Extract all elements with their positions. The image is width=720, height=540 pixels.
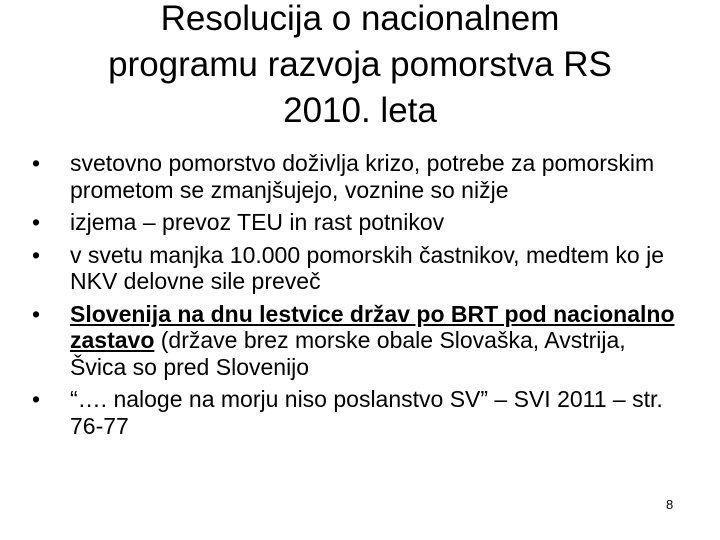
- title-line-2: programu razvoja pomorstva RS: [108, 45, 612, 84]
- bullet-text: (države brez morske obale Slovaška, Avstrija, Švica so pred Slovenijo: [70, 327, 626, 380]
- title-line-1: Resolucija o nacionalnem: [160, 0, 560, 38]
- bullet-item: [26, 242, 686, 295]
- bullet-item: [26, 386, 686, 439]
- bullet-text: v svetu manjka 10.000 pomorskih častnikov, medtem ko je NKV delovne sile preveč: [70, 241, 665, 294]
- bullet-marker: •: [31, 241, 41, 268]
- bullet-marker: •: [31, 150, 41, 176]
- bullet-item: [26, 301, 686, 381]
- bullet-marker: •: [31, 386, 41, 412]
- bullet-item: [26, 209, 686, 236]
- page-number: 8: [666, 497, 674, 512]
- slide-title: [20, 0, 700, 134]
- bullet-emphasis: Slovenija na dnu lestvice držav po BRT pod nacionalno zastavo: [70, 300, 675, 353]
- bullet-text: izjema – prevoz TEU in rast potnikov: [70, 209, 445, 235]
- bullet-item: [26, 150, 686, 203]
- bullet-list: [26, 150, 686, 445]
- bullet-text: svetovno pomorstvo doživlja krizo, potrebe za pomorskim prometom se zmanjšujejo, voznine so nižje: [70, 150, 655, 203]
- bullet-marker: •: [31, 300, 41, 327]
- bullet-text: “…. naloge na morju niso poslanstvo SV” – SVI 2011 – str. 76-77: [70, 386, 663, 439]
- title-line-3: 2010. leta: [283, 91, 437, 130]
- bullet-marker: •: [31, 209, 41, 235]
